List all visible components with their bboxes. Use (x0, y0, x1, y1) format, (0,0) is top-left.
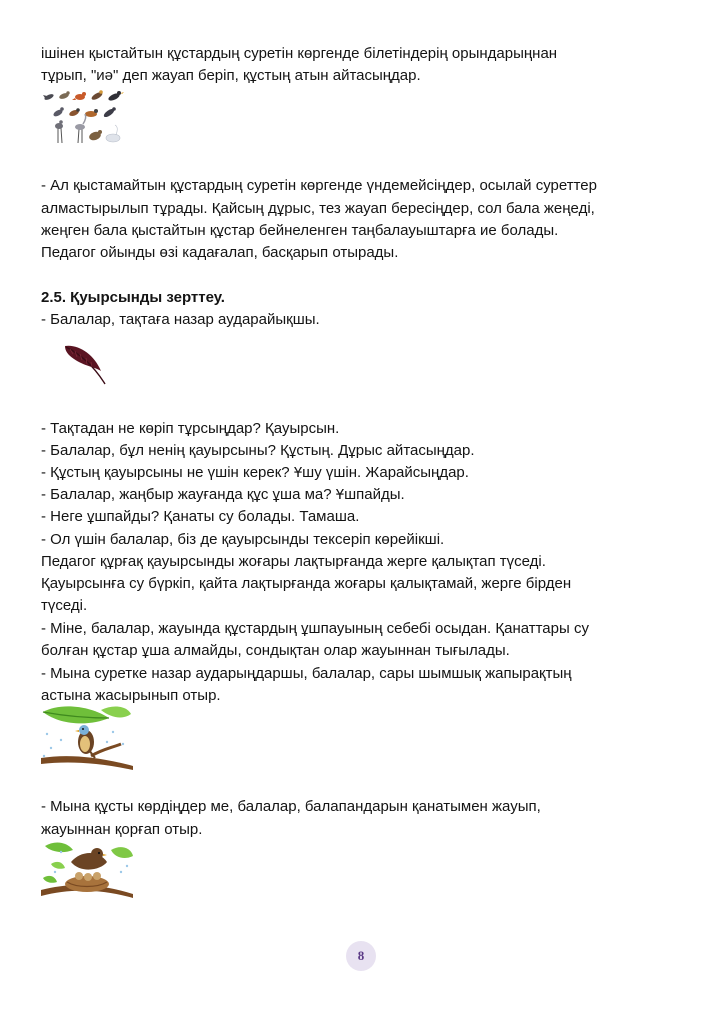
text-line: - Балалар, бұл ненің қауырсыны? Құстың. Дұрыс айтасыңдар. (41, 442, 475, 459)
text-line: Қауырсынға су бүркіп, қайта лақтырғанда жоғары қалықтамай, жерге бірден (41, 575, 572, 592)
text-line: - Міне, балалар, жауында құстардың ұшпауының себебі осыдан. Қанаттары су (41, 620, 589, 637)
bird-nest-illustration (41, 842, 133, 902)
birds-grid-illustration (43, 88, 129, 146)
bird-under-leaf-illustration (41, 704, 133, 770)
text-line: - Мына құсты көрдіңдер ме, балалар, балапандарын қанатымен жауып, (41, 798, 541, 815)
text-line: - Ол үшін балалар, біз де қауырсынды тексеріп көрейікші. (41, 531, 445, 548)
text-line: жеңген бала қыстайтын құстар бейнеленген таңбалауыштарға ие болады. (41, 222, 559, 239)
page-number: 8 (346, 941, 376, 971)
text-line: Педагог ойынды өзі кадағалап, басқарып отырады. (41, 244, 399, 261)
text-line: - Мына суретке назар аударыңдаршы, балалар, сары шымшық жапырақтың (41, 665, 572, 682)
text-line: - Тақтадан не көріп тұрсыңдар? Қауырсын. (41, 420, 340, 437)
text-line: жауыннан қорғап отыр. (41, 821, 203, 838)
text-line: астына жасырынып отыр. (41, 687, 221, 704)
text-line: түседі. (41, 597, 88, 614)
text-line: тұрып, "иә" деп жауап беріп, құстың атын айтасыңдар. (41, 67, 421, 84)
section-heading: 2.5. Қуырсынды зерттеу. (41, 289, 225, 306)
text-line: - Неге ұшпайды? Қанаты су болады. Тамаша. (41, 508, 360, 525)
text-line: - Балалар, жаңбыр жауғанда құс ұша ма? Ұшпайды. (41, 486, 405, 503)
text-line: ішінен қыстайтын құстардың суретін көргенде білетіндерің орындарыңнан (41, 45, 558, 62)
text-line: - Балалар, тақтаға назар аударайықшы. (41, 311, 320, 328)
text-line: алмастырылып тұрады. Қайсың дұрыс, тез жауап бересіңдер, сол бала жеңеді, (41, 200, 595, 217)
text-line: Педагог құрғақ қауырсынды жоғары лақтырғанда жерге қалықтап түседі. (41, 553, 546, 570)
text-line: - Ал қыстамайтын құстардың суретін көргенде үндемейсіңдер, осылай суреттер (41, 177, 597, 194)
text-line: болған құстар ұша алмайды, сондықтан олар жауыннан тығылады. (41, 642, 510, 659)
text-line: - Құстың қауырсыны не үшін керек? Ұшу үшін. Жарайсыңдар. (41, 464, 469, 481)
feather-illustration (60, 340, 110, 390)
